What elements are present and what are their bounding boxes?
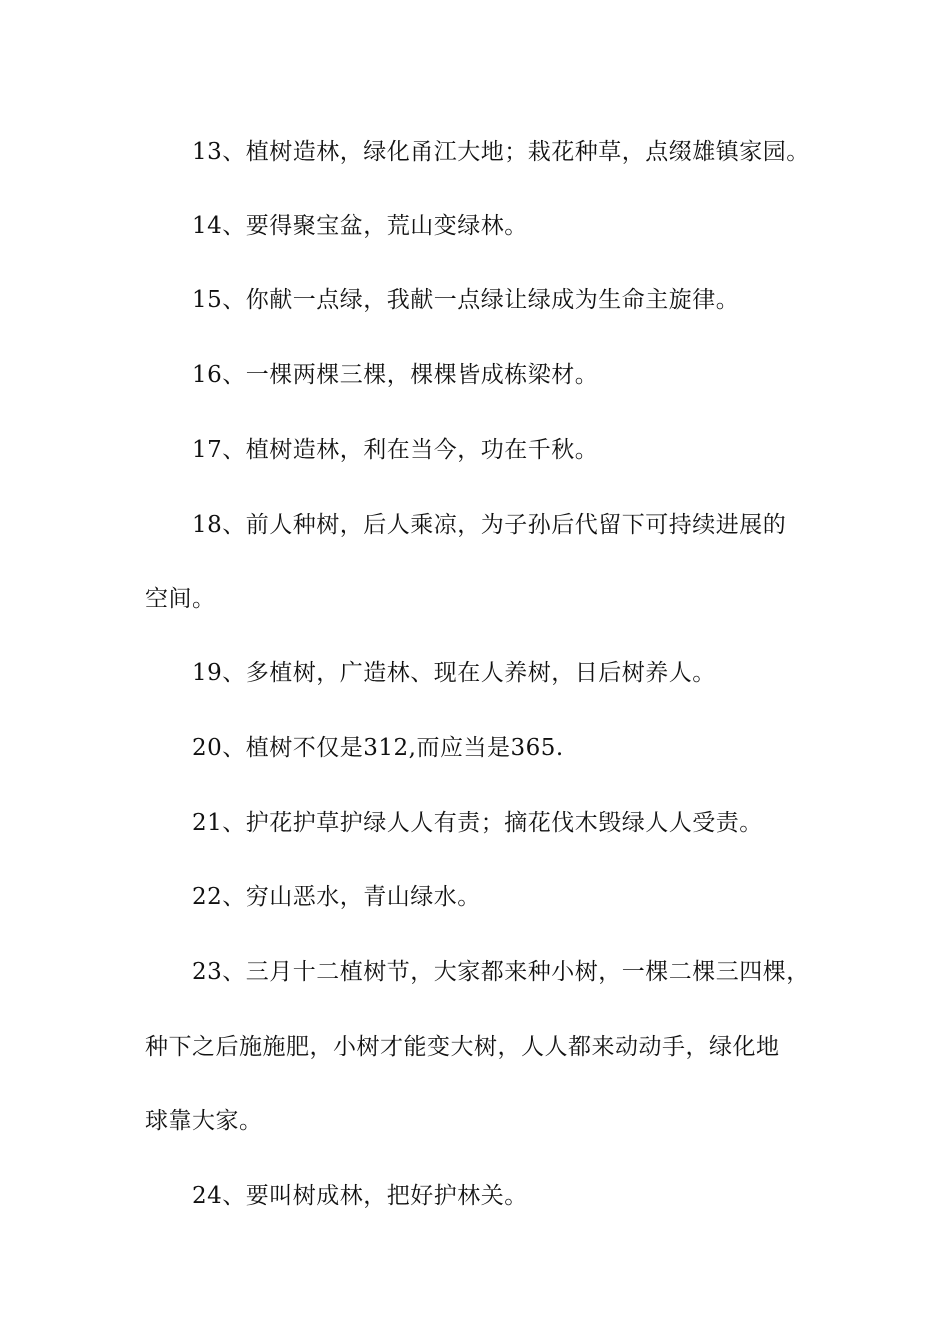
paragraph-18-line-1: 18、前人种树，后人乘凉，为子孙后代留下可持续进展的 bbox=[192, 512, 787, 538]
paragraph-14: 14、要得聚宝盆，荒山变绿林。 bbox=[192, 213, 528, 239]
paragraph-21: 21、护花护草护绿人人有责；摘花伐木毁绿人人受责。 bbox=[192, 810, 763, 836]
paragraph-23-line-1: 23、三月十二植树节，大家都来种小树，一棵二棵三四棵， bbox=[192, 959, 810, 985]
paragraph-20: 20、植树不仅是312,而应当是365. bbox=[192, 735, 564, 761]
paragraph-23-line-2: 种下之后施施肥，小树才能变大树，人人都来动动手，绿化地 bbox=[145, 1034, 780, 1060]
paragraph-18-line-2: 空间。 bbox=[145, 586, 216, 612]
paragraph-16: 16、一棵两棵三棵，棵棵皆成栋梁材。 bbox=[192, 362, 599, 388]
paragraph-15: 15、你献一点绿，我献一点绿让绿成为生命主旋律。 bbox=[192, 287, 740, 313]
paragraph-13: 13、植树造林，绿化甬江大地；栽花种草，点缀雄镇家园。 bbox=[192, 139, 810, 165]
paragraph-23-line-3: 球靠大家。 bbox=[145, 1108, 263, 1134]
paragraph-22: 22、穷山恶水，青山绿水。 bbox=[192, 884, 481, 910]
paragraph-19: 19、多植树，广造林、现在人养树，日后树养人。 bbox=[192, 660, 716, 686]
paragraph-17: 17、植树造林，利在当今，功在千秋。 bbox=[192, 437, 599, 463]
paragraph-24: 24、要叫树成林，把好护林关。 bbox=[192, 1183, 528, 1209]
